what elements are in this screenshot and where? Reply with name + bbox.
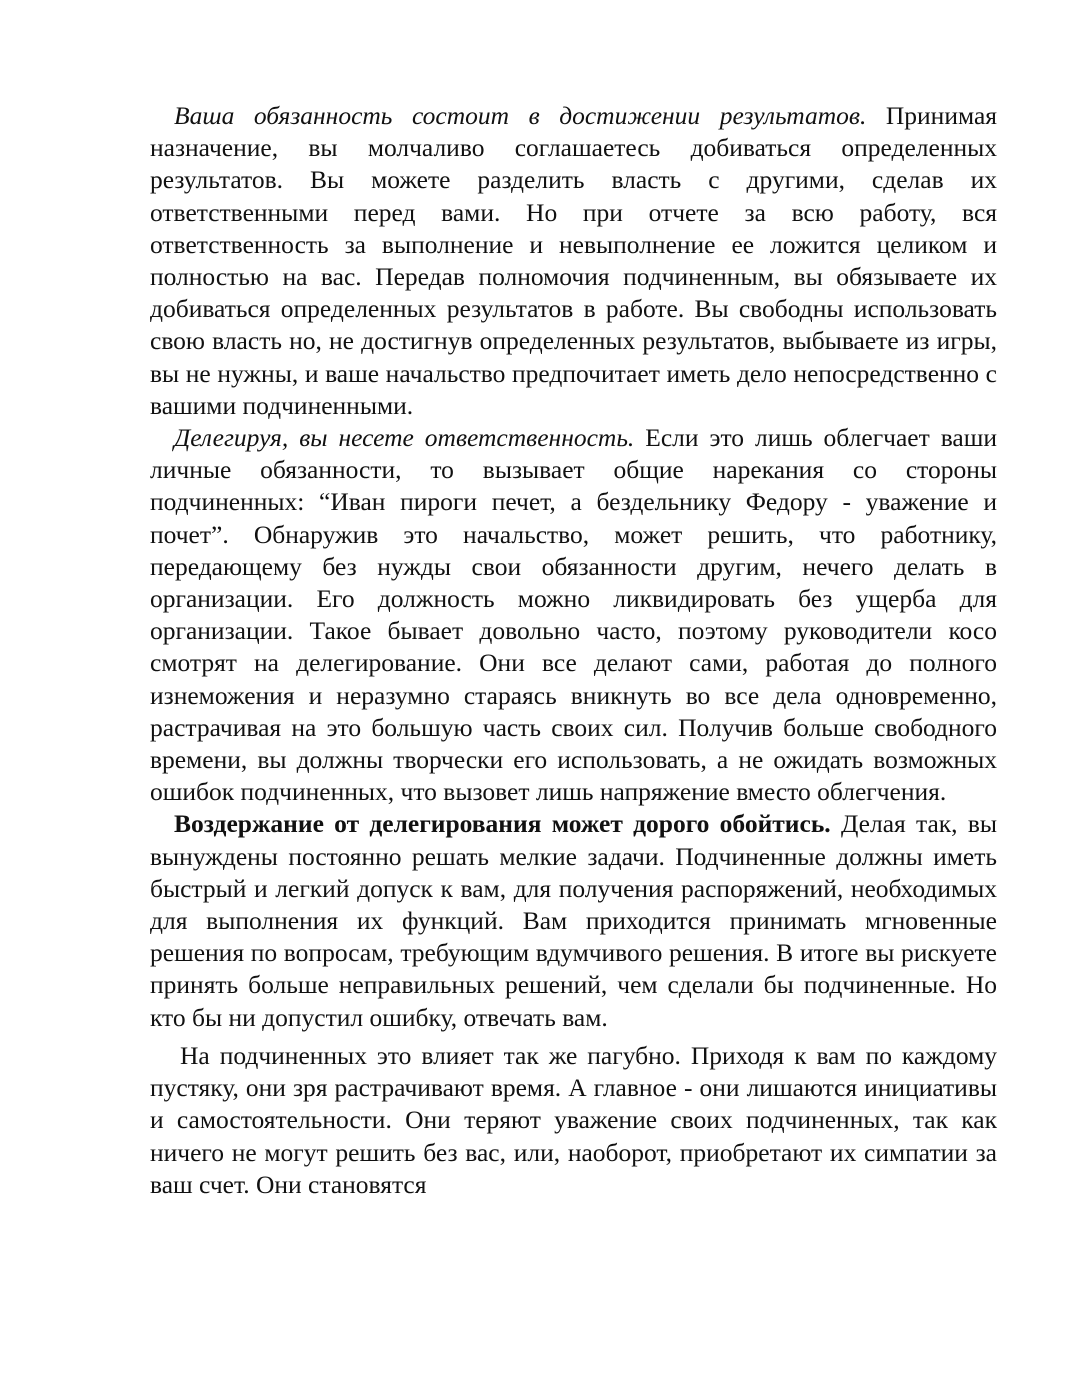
paragraph-duty <box>150 100 997 422</box>
paragraph-lead-italic: Ваша обязанность состоит в достижении результатов. <box>174 101 867 130</box>
paragraph-body: Если это лишь облегчает ваши личные обязанности, то вызывает общие нарекания со стороны подчиненных: “Иван пироги печет, а бездельнику Федору - уважение и почет”. Обнаружив это начальство, может решить, что работнику, передающему без нужды свои обязанности другим, нечего делать в организации. Его должность можно ликвидировать без ущерба для организации. Такое бывает довольно часто, поэтому руководители косо смотрят на делегирование. Они все делают сами, работая до полного изнеможения и неразумно стараясь вникнуть во все дела одновременно, растрачивая на это большую часть своих сил. Получив больше свободного времени, вы должны творчески его использовать, а не ожидать возможных ошибок подчиненных, что вызовет лишь напряжение вместо облегчения. <box>150 423 998 807</box>
paragraph-subordinates-effect <box>150 1040 997 1201</box>
paragraph-body: Принимая назначение, вы молчаливо соглашаетесь добиваться определенных результатов. Вы можете разделить власть с другими, сделав их ответственными перед вами. Но при отчете за всю работу, вся ответственность за выполнение и невыполнение ее ложится целиком и полностью на вас. Передав полномочия подчиненным, вы обязываете их добиваться определенных результатов в работе. Вы свободны использовать свою власть но, не достигнув определенных результатов, выбываете из игры, вы не нужны, и ваше начальство предпочитает иметь дело непосредственно с вашими подчиненными. <box>150 101 997 420</box>
paragraph-lead-bold: Воздержание от делегирования может дорого обойтись. <box>174 809 831 839</box>
document-page <box>150 100 997 1201</box>
paragraph-lead-italic: Делегируя, вы несете ответственность. <box>174 423 635 453</box>
paragraph-body: На подчиненных это влияет так же пагубно. Приходя к вам по каждому пустяку, они зря растрачивают время. А главное - они лишаются инициативы и самостоятельности. Они теряют уважение своих подчиненных, так как ничего не могут решить без вас, или, наоборот, приобретают их симпатии за ваш счет. Они становятся <box>150 1040 997 1199</box>
paragraph-delegating-responsibility <box>150 422 997 808</box>
paragraph-body: Делая так, вы вынуждены постоянно решать мелкие задачи. Подчиненные должны иметь быстрый и легкий допуск к вам, для получения распоряжений, необходимых для выполнения их функций. Вам приходится принимать мгновенные решения по вопросам, требующим вдумчивого решения. В итоге вы рискуете принять больше неправильных решений, чем сделали бы подчиненные. Но кто бы ни допустил ошибку, отвечать вам. <box>150 809 997 1032</box>
paragraph-abstaining-cost <box>150 808 997 1033</box>
